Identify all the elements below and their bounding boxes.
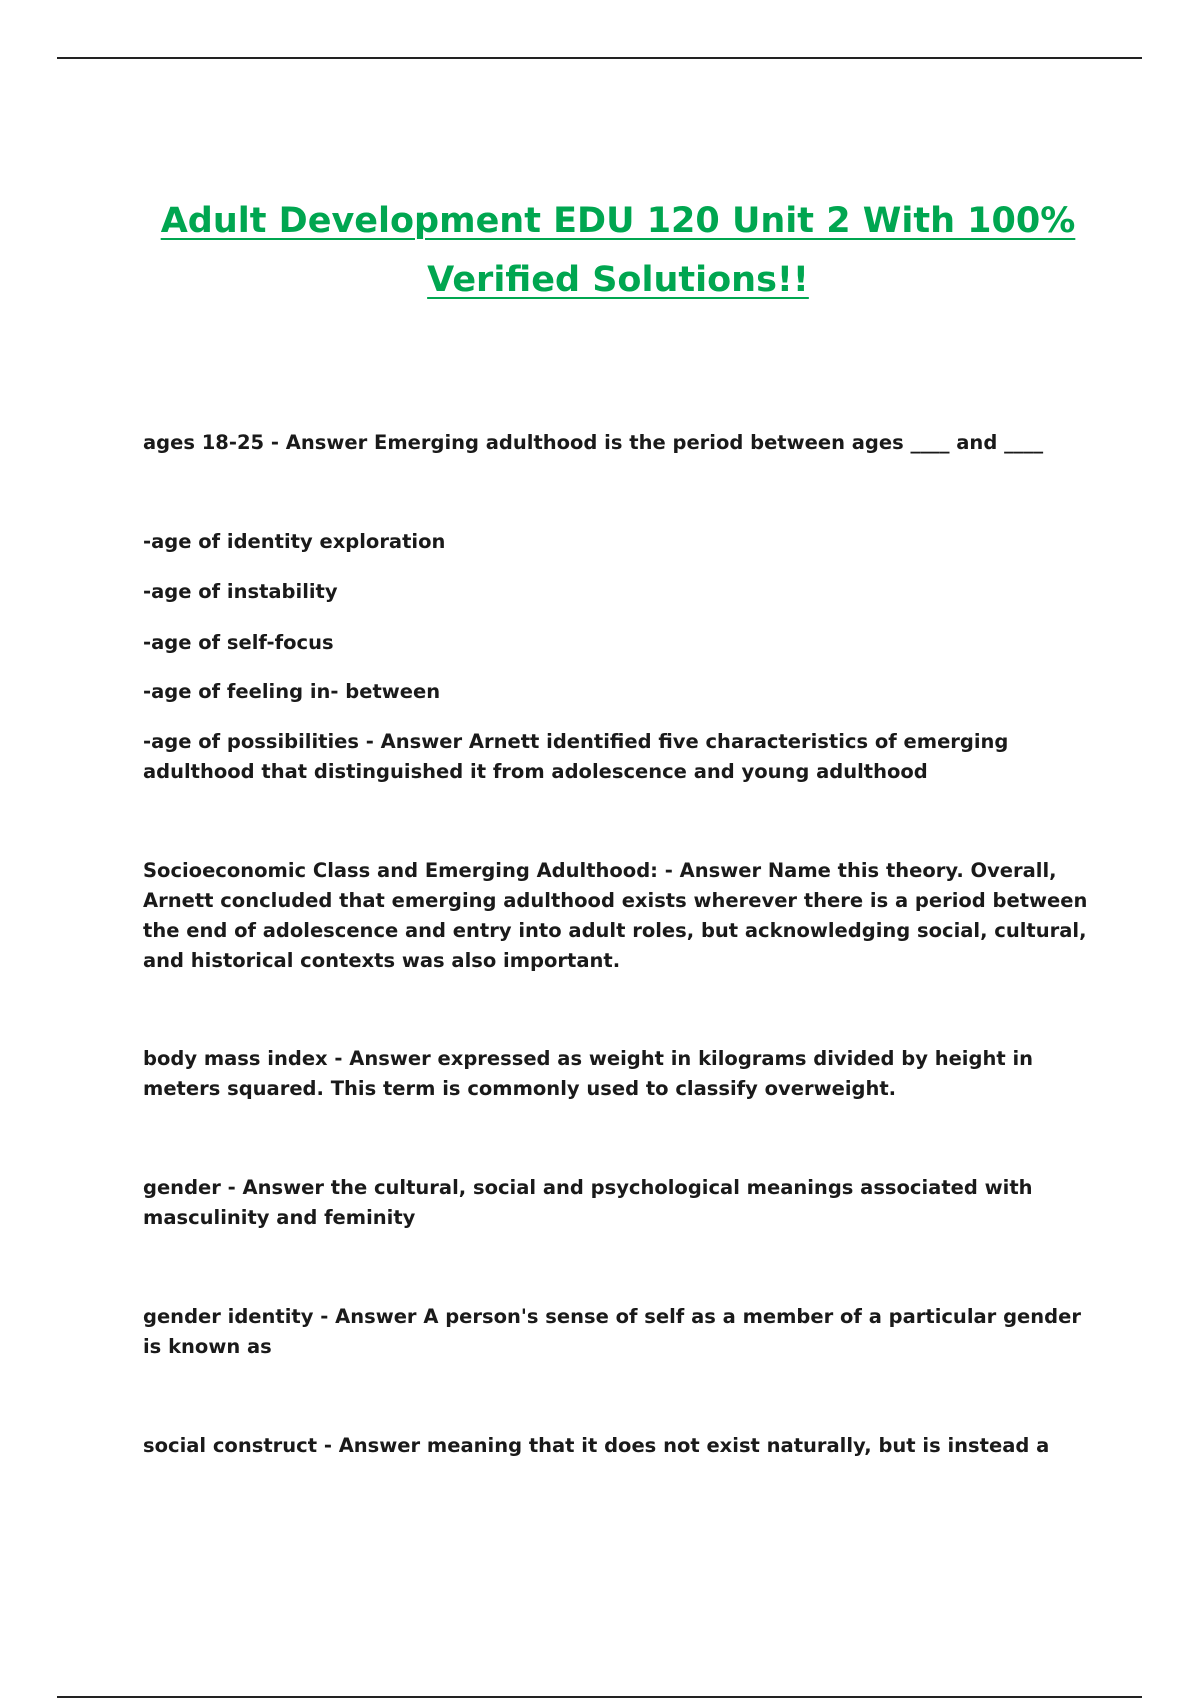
- flashcard-body-mass-index: body mass index - Answer expressed as weight in kilograms divided by height in meters squared. This term is commonly used to classify overweight.: [143, 1047, 1034, 1100]
- list-item-feeling-in-between: -age of feeling in- between: [143, 680, 441, 703]
- flashcard-five-characteristics: -age of possibilities - Answer Arnett identified five characteristics of emerging adulthood that distinguished it from adolescence and young adulthood: [143, 730, 1009, 783]
- list-item-instability: -age of instability: [143, 580, 338, 603]
- footer-rule: [57, 1696, 1142, 1698]
- list-item-identity-exploration: -age of identity exploration: [143, 530, 446, 553]
- title-line-1: Adult Development EDU 120 Unit 2 With 100%: [160, 201, 1076, 241]
- flashcard-gender: gender - Answer the cultural, social and psychological meanings associated with masculinity and feminity: [143, 1176, 1033, 1229]
- header-rule: [57, 57, 1142, 59]
- document-title: [100, 192, 1136, 310]
- list-item-self-focus: -age of self-focus: [143, 631, 334, 654]
- flashcard-gender-identity: gender identity - Answer A person's sense of self as a member of a particular gender is known as: [143, 1305, 1081, 1358]
- flashcard-socioeconomic-class: Socioeconomic Class and Emerging Adulthood: - Answer Name this theory. Overall, Arnett concluded that emerging adulthood exists wherever there is a period between the end of adolescence and entry into adult roles, but acknowledging social, cultural, and historical contexts was also important.: [143, 859, 1088, 972]
- flashcard-social-construct: social construct - Answer meaning that it does not exist naturally, but is instead a: [143, 1434, 1050, 1457]
- flashcard-ages-18-25: ages 18-25 - Answer Emerging adulthood is the period between ages ____ and ____: [143, 431, 1044, 454]
- title-line-2: Verified Solutions!!: [427, 260, 809, 300]
